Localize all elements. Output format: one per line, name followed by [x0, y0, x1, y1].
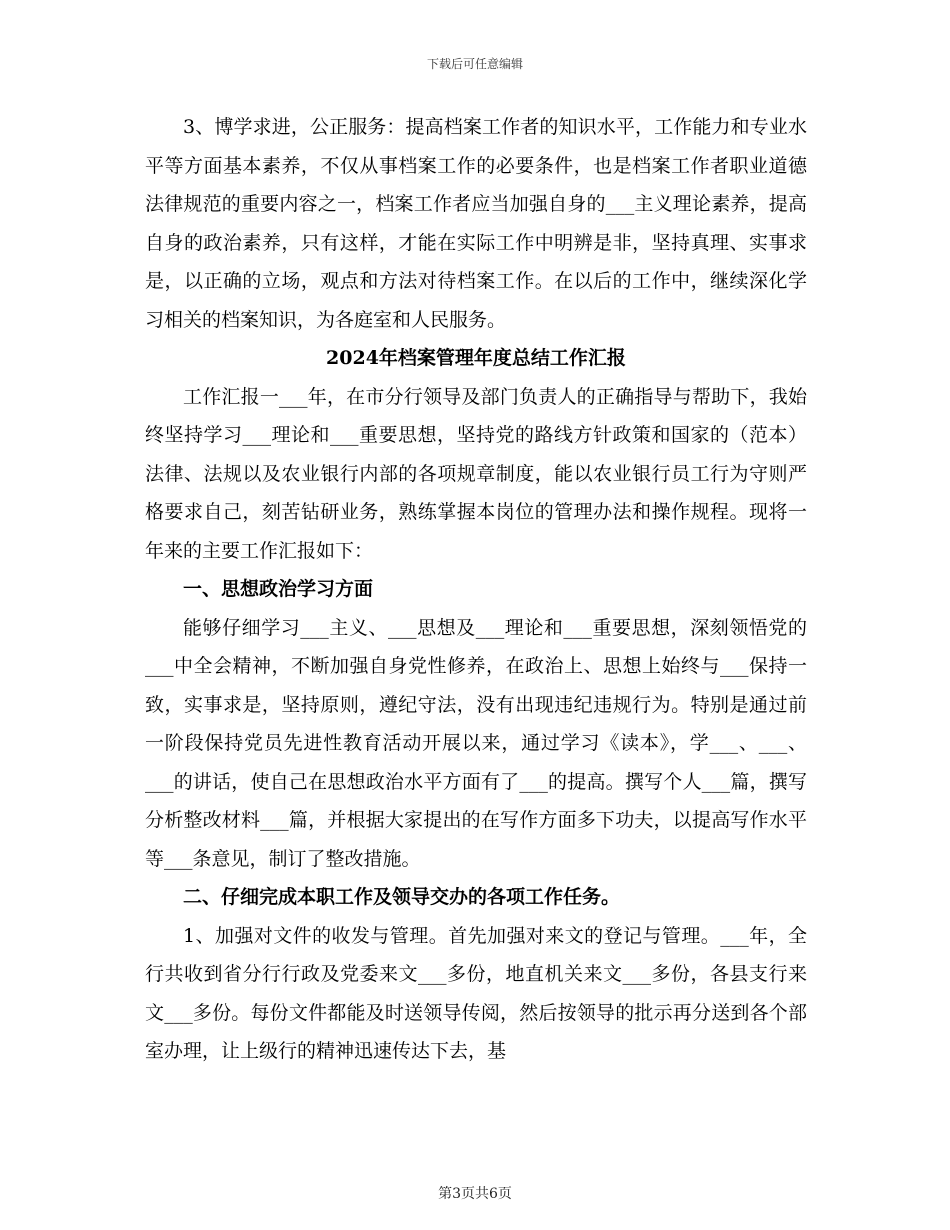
paragraph-documents: 1、加强对文件的收发与管理。首先加强对来文的登记与管理。___年，全行共收到省分行行政及党委来文___多份，地直机关来文___多份，各县支行来文___多份。每份文件都能及时送领导传阅，然后按领导的批示再分送到各个部室办理，让上级行的精神迅速传达下去，基 — [145, 924, 807, 1062]
paragraph-politics: 能够仔细学习___主义、___思想及___理论和___重要思想，深刻领悟党的___中全会精神，不断加强自身党性修养，在政治上、思想上始终与___保持一致，实事求是，坚持原则，遵纪守法，没有出现违纪违规行为。特别是通过前一阶段保持党员先进性教育活动开展以来，通过学习《读本》，学___、___、___的讲话，使自己在思想政治水平方面有了___的提高。撰写个人___篇，撰写分析整改材料___篇，并根据大家提出的在写作方面多下功夫，以提高写作水平等___条意见，制订了整改措施。 — [145, 616, 807, 870]
section-heading-duties: 二、仔细完成本职工作及领导交办的各项工作任务。 — [183, 886, 621, 908]
paragraph-report: 工作汇报一___年，在市分行领导及部门负责人的正确指导与帮助下，我始终坚持学习___理论和___重要思想，坚持党的路线方针政策和国家的（范本）法律、法规以及农业银行内部的各项规章制度，能以农业银行员工行为守则严格要求自己，刻苦钻研业务，熟练掌握本岗位的管理办法和操作规程。现将一年来的主要工作汇报如下： — [145, 385, 807, 562]
page-number: 第3页共6页 — [438, 1186, 512, 1202]
document-body — [145, 108, 807, 1071]
document-title: 2024年档案管理年度总结工作汇报 — [326, 347, 626, 369]
page-header-note: 下载后可任意编辑 — [426, 57, 523, 71]
section-heading-politics: 一、思想政治学习方面 — [183, 578, 374, 600]
paragraph-intro: 3、博学求进，公正服务：提高档案工作者的知识水平，工作能力和专业水平等方面基本素养，不仅从事档案工作的必要条件，也是档案工作者职业道德法律规范的重要内容之一，档案工作者应当加强自身的___主义理论素养，提高自身的政治素养，只有这样，才能在实际工作中明辨是非，坚持真理、实事求是，以正确的立场，观点和方法对待档案工作。在以后的工作中，继续深化学习相关的档案知识，为各庭室和人民服务。 — [145, 116, 807, 331]
